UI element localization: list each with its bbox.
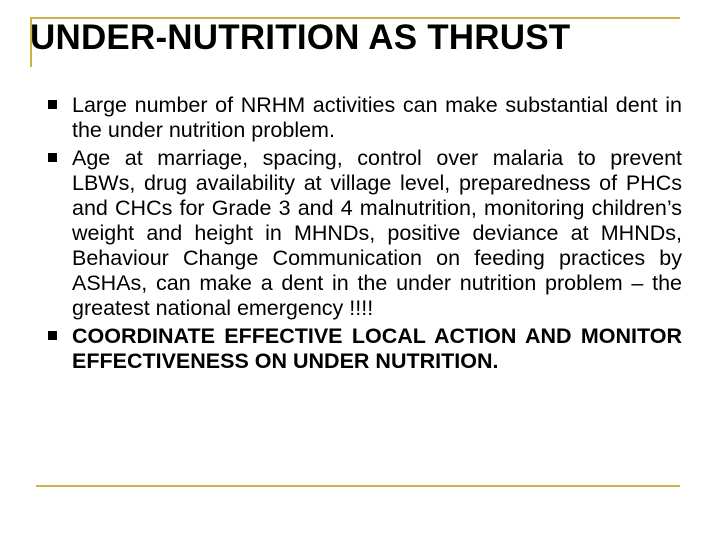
bullet-text-2: Age at marriage, spacing, control over malaria to prevent LBWs, drug availability at village level, preparedness of PHCs and CHCs for Grade 3 and 4 malnutrition, monitoring children’s weight and height in MHNDs, positive deviance at MHNDs, Behaviour Change Communication on feeding practices by ASHAs, can make a dent in the under nutrition problem – the greatest national emergency !!!! [72, 146, 682, 320]
square-bullet-icon [48, 100, 57, 109]
bullet-item-2 [48, 146, 682, 321]
bullet-text-3: COORDINATE EFFECTIVE LOCAL ACTION AND MONITOR EFFECTIVENESS ON UNDER NUTRITION. [72, 324, 682, 373]
slide-title: UNDER-NUTRITION AS THRUST [30, 18, 571, 57]
bullet-item-3 [48, 324, 682, 374]
square-bullet-icon [48, 153, 57, 162]
bullet-list [48, 93, 682, 377]
bullet-item-1 [48, 93, 682, 143]
square-bullet-icon [48, 331, 57, 340]
bottom-rule [36, 485, 680, 487]
bullet-text-1: Large number of NRHM activities can make substantial dent in the under nutrition problem. [72, 93, 682, 142]
